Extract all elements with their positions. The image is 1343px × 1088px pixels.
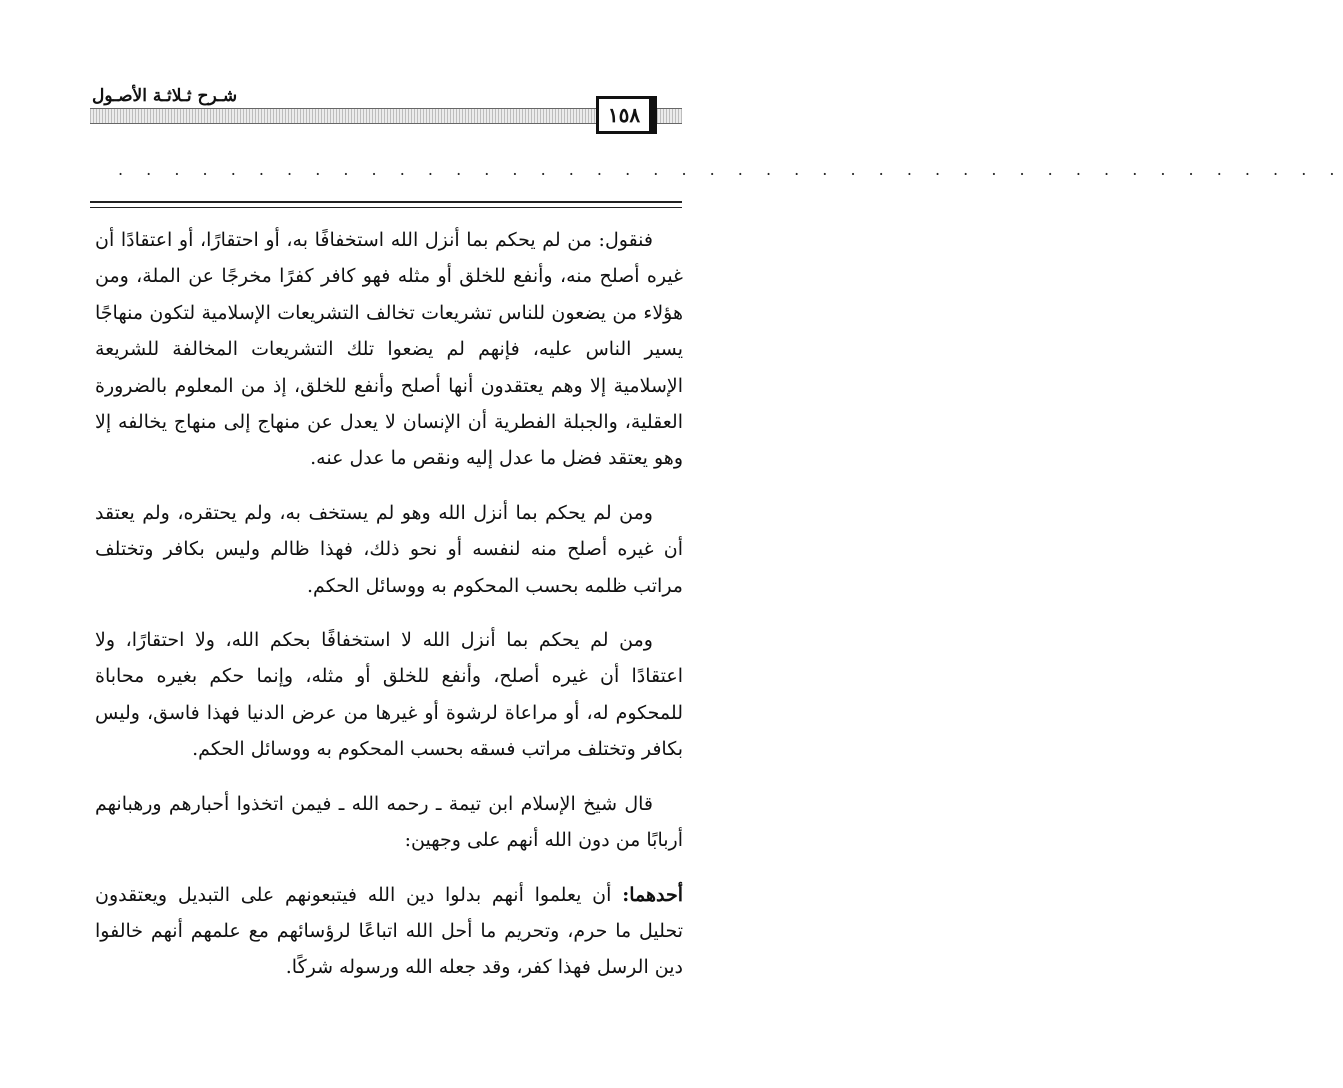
paragraph: ومن لم يحكم بما أنزل الله لا استخفافًا بحكم الله، ولا احتقارًا، ولا اعتقادًا أن غيره أصلح، وأنفع للخلق أو مثله، وإنما حكم بغيره محاباة للمحكوم له، أو مراعاة لرشوة أو غيرها من عرض الدنيا فهذا فاسق، وليس بكافر وتختلف مراتب فسقه بحسب المحكوم به ووسائل الحكم.: [95, 629, 683, 761]
paragraph-text: أن يعلموا أنهم بدلوا دين الله فيتبعونهم على التبديل ويعتقدون تحليل ما حرم، وتحريم ما أحل الله اتباعًا لرؤسائهم مع علمهم أنهم خالفوا دين الرسل فهذا كفر، وقد جعله الله ورسوله شركًا.: [95, 883, 683, 979]
paragraph: ومن لم يحكم بما أنزل الله وهو لم يستخف به، ولم يحتقره، ولم يعتقد أن غيره أصلح منه لنفسه أو نحو ذلك، فهذا ظالم وليس بكافر وتختلف مراتب ظلمه بحسب المحكوم به ووسائل الحكم.: [95, 501, 683, 597]
paragraph: فنقول: من لم يحكم بما أنزل الله استخفافًا به، أو احتقارًا، أو اعتقادًا أن غيره أصلح منه، وأنفع للخلق أو مثله فهو كافر كفرًا مخرجًا عن الملة، ومن هؤلاء من يضعون للناس تشريعات تخالف التشريعات الإسلامية لتكون منهاجًا يسير الناس عليه، فإنهم لم يضعوا تلك التشريعات المخالفة للشريعة الإسلامية إلا وهم يعتقدون أنها أصلح وأنفع للخلق، إذ من المعلوم بالضرورة العقلية، والجبلة الفطرية أن الإنسان لا يعدل عن منهاج إلى منهاج يخالفه إلا وهو يعتقد فضل ما عدل إليه ونقص ما عدل عنه.: [95, 229, 683, 470]
body-text: [95, 222, 683, 1004]
ellipsis-separator: . . . . . . . . . . . . . . . . . . . . . . . . . . . . . . . . . . . . . . . . . . . .: [118, 160, 1343, 179]
header-rule: [90, 108, 682, 124]
page-number: ١٥٨: [596, 96, 652, 134]
book-title: شـرح ثـلاثـة الأصـول: [92, 86, 238, 106]
paragraph: [95, 877, 683, 986]
paragraph: قال شيخ الإسلام ابن تيمة ـ رحمه الله ـ فيمن اتخذوا أحبارهم ورهبانهم أربابًا من دون الله أنهم على وجهين:: [95, 792, 683, 852]
paragraph-lead: أحدهما:: [622, 883, 683, 906]
double-rule-divider: [90, 201, 682, 208]
